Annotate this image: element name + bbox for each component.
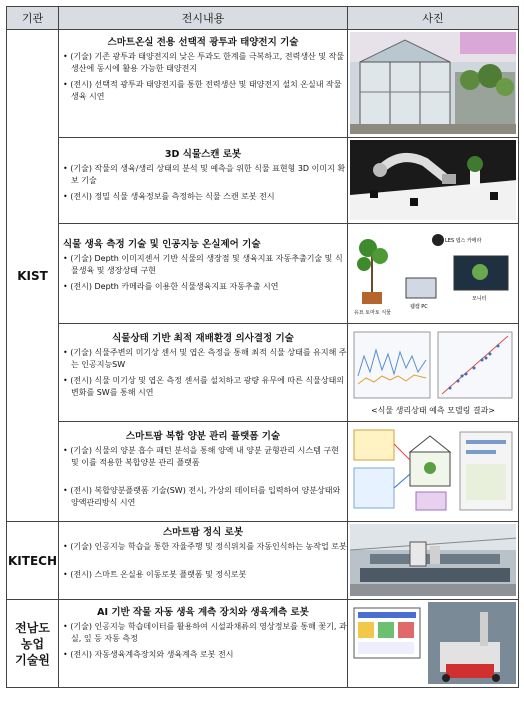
- item-content: [59, 324, 348, 422]
- table-row: [7, 138, 519, 224]
- item-bullet: • (전시) Depth 카메라를 이용한 식물생육지표 자동추출 시연: [63, 281, 347, 293]
- item-bullet: • (전시) 식물 미기상 및 엽온 측정 센서를 설치하고 광량 유무에 따른 식물상태의 변화를 SW를 통해 시연: [63, 375, 347, 399]
- item-content: [59, 224, 348, 324]
- item-bullet: • (전시) 자동생육계측장치와 생육계측 로봇 전시: [63, 649, 347, 661]
- item-bullet: • (기술) 식물의 양분 흡수 패턴 분석을 통해 양액 내 양분 균형관리 시스템 구현 및 이를 적용한 복합양분 관리 플랫폼: [63, 445, 347, 483]
- item-title: 식물상태 기반 최적 재배환경 의사결정 기술: [112, 333, 294, 344]
- item-title: 스마트온실 전용 선택적 광투과 태양전지 기술: [107, 37, 299, 48]
- item-bullet: • (기술) 기존 광투과 태양전지의 낮은 투과도 한계를 극복하고, 전력생산 및 작물생산에 동시에 활용 가능한 태양전지: [63, 51, 347, 77]
- photo-depth-sensor: [348, 224, 519, 324]
- header-row: [7, 7, 519, 30]
- item-bullet: • (전시) 복합양분플랫폼 기술(SW) 전시, 가상의 데이터를 입력하여 양분상태와 양액관리방식 시연: [63, 485, 347, 509]
- table-row: [7, 324, 519, 422]
- table-row: [7, 522, 519, 600]
- header-content: 전시내용: [59, 7, 348, 30]
- photo-label-sensor: LES 뎁스 카메라: [445, 238, 482, 244]
- photo-growth-robot: [348, 600, 519, 688]
- table-row: [7, 30, 519, 138]
- item-content: [59, 600, 348, 688]
- scan-robot-photo-icon: [350, 140, 516, 220]
- nutrient-platform-photo-icon: [350, 424, 516, 518]
- table-row: [7, 600, 519, 688]
- item-content: [59, 30, 348, 138]
- photo-model-chart: [348, 324, 519, 422]
- item-title: 스마트팜 복합 양분 관리 플랫폼 기술: [125, 431, 281, 442]
- item-content: [59, 138, 348, 224]
- photo-label-monitor: 모니터: [472, 296, 487, 302]
- item-bullet: • (기술) Depth 이미지센서 기반 식물의 생장점 및 생육지표 자동추출기술 및 식물생육 및 생장상태 구현: [63, 253, 347, 279]
- item-bullet: • (전시) 스마트 온실용 이동로봇 플랫폼 및 정식로봇: [63, 569, 347, 581]
- photo-label-plant: 유묘 토마토 식물: [354, 310, 391, 316]
- item-title: 스마트팜 정식 로봇: [162, 527, 244, 538]
- item-bullet: • (전시) 정밀 식물 생육정보를 측정하는 식물 스캔 로봇 전시: [63, 191, 347, 203]
- photo-nutrient-platform: [348, 422, 519, 522]
- photo-greenhouse: [348, 30, 519, 138]
- table-row: [7, 224, 519, 324]
- item-bullet: • (기술) 인공지능 학습을 통한 자율주행 및 정식위치를 자동인식하는 농작업 로봇: [63, 541, 347, 567]
- photo-scan-robot: [348, 138, 519, 224]
- photo-label-laptop: 웹캠 PC: [410, 304, 428, 310]
- item-title: 3D 식물스캔 로봇: [164, 149, 242, 160]
- exhibit-table: [6, 6, 519, 688]
- photo-planting-robot: [348, 522, 519, 600]
- planting-robot-photo-icon: [350, 524, 516, 596]
- growth-robot-photo-icon: [350, 602, 516, 684]
- item-title: AI 기반 작물 자동 생육 계측 장치와 생육계측 로봇: [97, 607, 309, 618]
- header-photo: 사진: [348, 7, 519, 30]
- item-bullet: • (기술) 식물주변의 미기상 센서 및 엽온 측정을 통해 최적 식물 상태를 유지해 주는 인공지능SW: [63, 347, 347, 373]
- header-org: 기관: [7, 7, 59, 30]
- item-bullet: • (기술) 작물의 생육/생리 상태의 분석 및 예측을 위한 식물 표현형 3D 이미지 확보 기술: [63, 163, 347, 189]
- org-kitech: KITECH: [7, 522, 59, 600]
- item-bullet: • (전시) 선택적 광투과 태양전지를 통한 전력생산 및 태양전지 설치 온실내 작물 생육 시연: [63, 79, 347, 105]
- org-jeonnam: 전남도 농업 기술원: [7, 600, 59, 688]
- org-kist: KIST: [7, 30, 59, 522]
- item-bullet: • (기술) 인공지능 학습데이터를 활용하여 시설과채류의 영상정보를 통해 꽃기, 과실, 잎 등 자동 측정: [63, 621, 347, 647]
- table-row: [7, 422, 519, 522]
- item-title: 식물 생육 측정 기술 및 인공지능 온실제어 기술: [63, 239, 261, 250]
- depth-sensor-photo-icon: [350, 226, 516, 320]
- item-content: [59, 522, 348, 600]
- photo-caption: <식물 생리상태 예측 모델링 결과>: [350, 405, 516, 416]
- greenhouse-photo-icon: [350, 32, 516, 134]
- item-content: [59, 422, 348, 522]
